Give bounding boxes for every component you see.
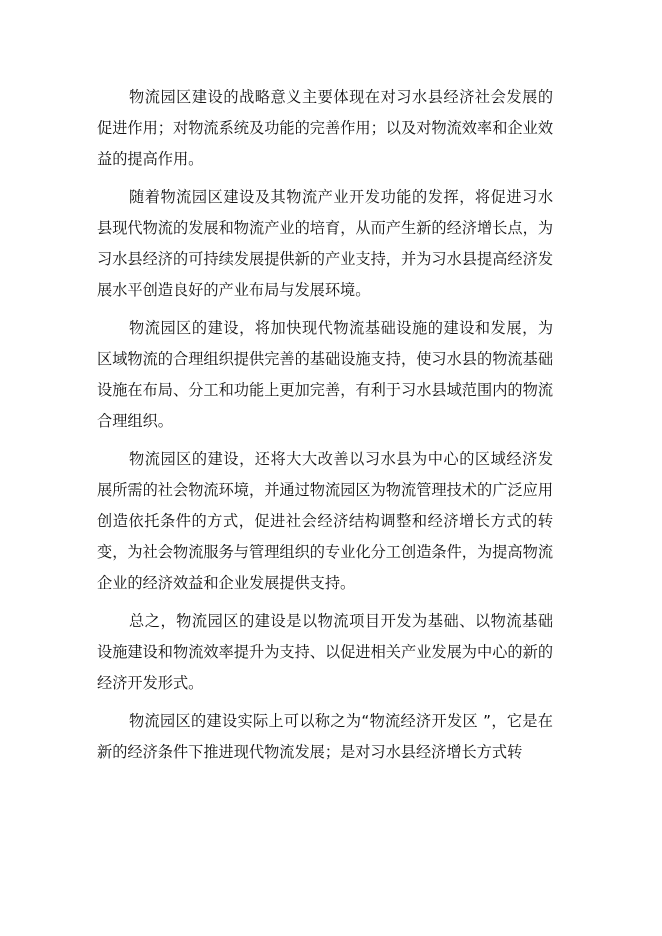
paragraph-summary: 总之，物流园区的建设是以物流项目开发为基础、以物流基础设施建设和物流效率提升为支持、以促进相关产业发展为中心的新的经济开发形式。: [97, 612, 553, 692]
document-body: [97, 82, 553, 775]
paragraph-logistics-environment: 物流园区的建设，还将大大改善以习水县为中心的区域经济发展所需的社会物流环境，并通过物流园区为物流管理技术的广泛应用创造依托条件的方式，促进社会经济结构调整和经济增长方式的转变，为社会物流服务与管理组织的专业化分工创造条件，为提高物流企业的经济效益和企业发展提供支持。: [97, 450, 553, 592]
paragraph-infrastructure: 物流园区的建设，将加快现代物流基础设施的建设和发展，为区域物流的合理组织提供完善的基础设施支持，使习水县的物流基础设施在布局、分工和功能上更加完善，有利于习水县域范围内的物流合理组织。: [97, 319, 553, 430]
paragraph-industry-development: 随着物流园区建设及其物流产业开发功能的发挥，将促进习水县现代物流的发展和物流产业的培育，从而产生新的经济增长点，为习水县经济的可持续发展提供新的产业支持，并为习水县提高经济发展水平创造良好的产业布局与发展环境。: [97, 188, 553, 299]
paragraph-strategic-significance: 物流园区建设的战略意义主要体现在对习水县经济社会发展的促进作用；对物流系统及功能的完善作用；以及对物流效率和企业效益的提高作用。: [97, 88, 553, 168]
paragraph-development-zone: 物流园区的建设实际上可以称之为“物流经济开发区 ”，它是在新的经济条件下推进现代物流发展；是对习水县经济增长方式转: [97, 712, 553, 761]
